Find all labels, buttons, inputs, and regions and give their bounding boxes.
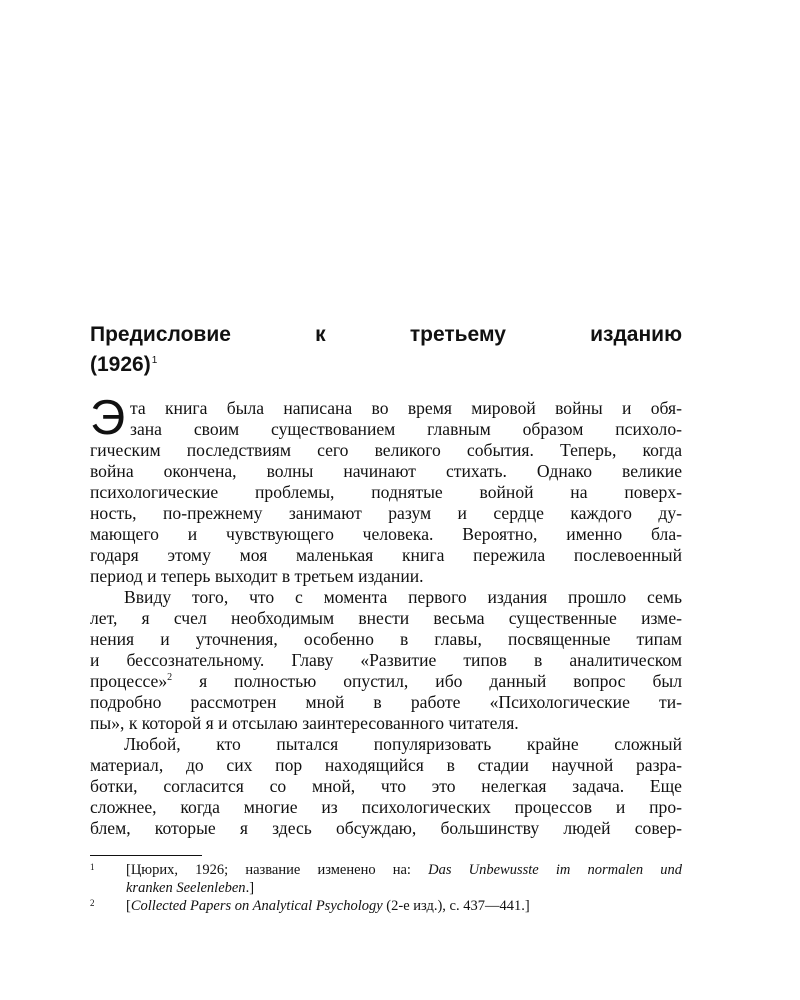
- footnote-text: (2-е изд.), с. 437—441.]: [382, 898, 530, 914]
- footnote-number: 1: [90, 862, 95, 872]
- text-fragment: я полностью опустил, ибо данный вопрос был: [199, 671, 682, 691]
- text-line: та книга была написана во время мировой войны и обя-: [130, 398, 682, 418]
- text-line: нения и уточнения, особенно в главы, посвященные типам: [90, 629, 682, 649]
- text-line: подробно рассмотрен мной в работе «Психологические ти-: [90, 692, 682, 712]
- text-line: и бессознательному. Главу «Развитие типов в аналитическом: [90, 650, 682, 670]
- text-line: ботки, согласится со мной, что это нелегкая задача. Еще: [90, 776, 682, 796]
- text-line: сложнее, когда многие из психологических процессов и про-: [90, 797, 682, 817]
- text-line: война окончена, волны начинают стихать. Однако великие: [90, 461, 682, 481]
- text-fragment: процессе»: [90, 671, 168, 691]
- footnote-text: [Цюрих, 1926; название изменено на:: [126, 862, 429, 878]
- heading-title: Предисловие к третьему изданию: [90, 323, 682, 346]
- body-text: [90, 391, 682, 839]
- heading-year-line: [90, 350, 682, 380]
- text-line: зана своим существованием главным образом психоло-: [130, 419, 682, 439]
- text-line: Ввиду того, что с момента первого издания прошло семь: [124, 587, 682, 607]
- footnote-italic: kranken Seelenleben: [126, 880, 246, 896]
- heading-year: (1926): [90, 353, 151, 376]
- footnote-ref[interactable]: 2: [167, 672, 173, 684]
- text-line: ность, по-прежнему занимают разум и сердце каждого ду-: [90, 503, 682, 523]
- footnotes: [90, 861, 682, 915]
- text-line: блем, которые я здесь обсуждаю, большинству людей совер-: [90, 818, 682, 838]
- heading-footnote-ref[interactable]: 1: [151, 355, 158, 366]
- text-line: мающего и чувствующего человека. Вероятно, именно бла-: [90, 524, 682, 544]
- footnote-line: [126, 879, 682, 897]
- text-line: материал, до сих пор находящийся в стадии научной разра-: [90, 755, 682, 775]
- text-line: период и теперь выходит в третьем издании.: [90, 566, 424, 586]
- footnote-text: [: [126, 898, 131, 914]
- footnote-1: [90, 861, 682, 897]
- drop-cap: Э: [90, 391, 126, 445]
- footnote-line: [126, 897, 682, 915]
- footnote-italic: Collected Papers on Analytical Psychology: [130, 898, 383, 914]
- text-line: годаря этому моя маленькая книга пережила послевоенный: [90, 545, 682, 565]
- section-heading: [90, 320, 682, 380]
- text-line: Любой, кто пытался популяризовать крайне сложный: [124, 734, 682, 754]
- text-line: психологические проблемы, поднятые войной на поверх-: [90, 482, 682, 502]
- text-line: лет, я счел необходимым внести весьма существенные изме-: [90, 608, 682, 628]
- text-line: пы», к которой я и отсылаю заинтересованного читателя.: [90, 713, 519, 733]
- text-line: гическим последствиям сего великого события. Теперь, когда: [90, 440, 682, 460]
- footnote-divider: [90, 855, 202, 856]
- footnote-line: [126, 861, 682, 879]
- footnote-number: 2: [90, 898, 95, 908]
- footnote-2: [90, 897, 682, 915]
- footnote-italic: Das Unbewusste im normalen und: [428, 862, 682, 878]
- text-line: [90, 671, 682, 692]
- footnote-text: .]: [245, 880, 255, 896]
